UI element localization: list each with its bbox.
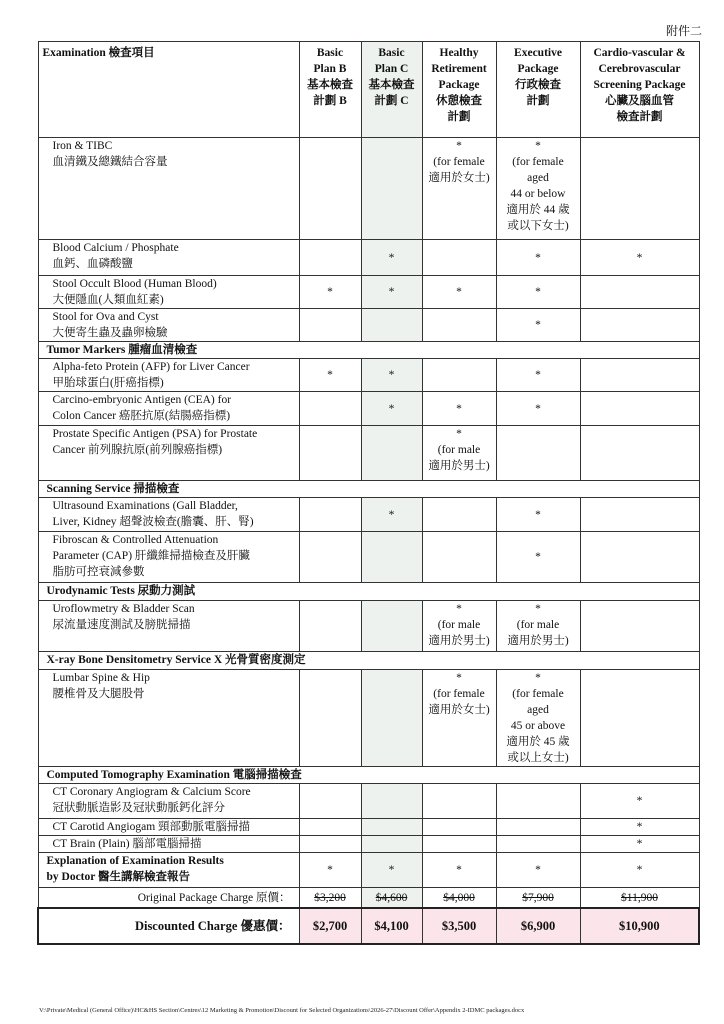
header-line: Cardio-vascular &	[593, 47, 686, 59]
exam-item-line: by Doctor 醫生講解檢查報告	[46, 871, 191, 883]
header-healthy	[422, 42, 496, 138]
exam-item-line: Liver, Kidney 超聲波檢查(膽囊、肝、腎)	[52, 516, 254, 528]
package-mark	[422, 392, 496, 426]
included-mark: *	[535, 402, 541, 415]
package-mark	[496, 240, 580, 276]
included-mark: *	[388, 402, 395, 415]
included-mark: *	[535, 140, 541, 152]
package-mark	[580, 392, 699, 426]
mark-note: 或以上女士)	[507, 752, 569, 764]
header-row	[38, 42, 699, 138]
original-price-cell	[422, 888, 496, 909]
package-mark	[422, 532, 496, 583]
header-line: 計劃	[526, 95, 550, 107]
included-mark: *	[388, 864, 395, 876]
header-line: Cerebrovascular	[598, 63, 681, 75]
exam-item	[38, 601, 299, 652]
package-mark	[496, 670, 580, 767]
exam-item	[38, 853, 299, 888]
table-row	[38, 138, 699, 240]
mark-note: (for female	[433, 156, 485, 168]
package-mark	[422, 601, 496, 652]
original-price: $11,900	[621, 891, 658, 904]
included-mark: *	[456, 603, 462, 615]
exam-item-line: CT Coronary Angiogram & Calcium Score	[52, 786, 251, 798]
header-line: 計劃 B	[313, 95, 347, 107]
exam-item	[38, 819, 299, 836]
original-price-cell	[496, 888, 580, 909]
package-mark	[422, 359, 496, 392]
package-mark	[299, 138, 361, 240]
included-mark: *	[535, 864, 541, 876]
included-mark: *	[636, 864, 643, 876]
included-mark: *	[456, 140, 462, 152]
exam-item-line: Ultrasound Examinations (Gall Bladder,	[52, 500, 238, 512]
included-mark: *	[456, 286, 462, 298]
section-row	[38, 767, 699, 784]
section-row	[38, 481, 699, 498]
package-mark	[299, 392, 361, 426]
header-line: 行政檢查	[515, 79, 561, 91]
original-price-cell	[299, 888, 361, 909]
package-mark	[580, 836, 699, 853]
header-line: Healthy	[439, 47, 479, 59]
mark-note: 適用於 44 歲	[506, 204, 570, 216]
section-label: Computed Tomography Examination 電腦掃描檢查	[38, 767, 699, 784]
table-row	[38, 359, 699, 392]
exam-item	[38, 670, 299, 767]
exam-item-line: Iron & TIBC	[52, 140, 113, 152]
mark-note: 適用於男士)	[507, 635, 569, 647]
exam-item	[38, 836, 299, 853]
package-mark	[299, 853, 361, 888]
exam-item-line: Fibroscan & Controlled Attenuation	[52, 534, 219, 546]
mark-note: 適用於男士)	[428, 460, 490, 472]
package-mark	[361, 426, 422, 481]
included-mark: *	[456, 864, 462, 876]
mark-note: (for male	[437, 444, 481, 456]
mark-note: 45 or above	[510, 720, 566, 732]
included-mark: *	[535, 672, 541, 684]
mark-note: (for female	[433, 688, 485, 700]
package-mark	[496, 359, 580, 392]
package-mark	[299, 240, 361, 276]
discounted-price: $2,700	[299, 908, 361, 944]
header-executive	[496, 42, 580, 138]
package-mark	[422, 836, 496, 853]
table-row	[38, 601, 699, 652]
exam-item	[38, 784, 299, 819]
included-mark: *	[456, 428, 462, 440]
included-mark: *	[636, 821, 643, 833]
exam-item-line: Colon Cancer 癌胚抗原(結腸癌指標)	[52, 410, 231, 422]
package-mark	[361, 276, 422, 309]
exam-item-line: Prostate Specific Antigen (PSA) for Prostate	[52, 428, 258, 440]
exam-item-line: Uroflowmetry & Bladder Scan	[52, 603, 195, 615]
package-mark	[422, 240, 496, 276]
discounted-price: $10,900	[580, 908, 699, 944]
package-mark	[580, 359, 699, 392]
exam-item-line: Stool for Ova and Cyst	[52, 311, 159, 323]
included-mark: *	[535, 319, 541, 331]
discounted-price: $4,100	[361, 908, 422, 944]
exam-item-line: 冠狀動脈造影及冠狀動脈鈣化評分	[52, 802, 225, 814]
package-mark	[580, 240, 699, 276]
header-line: 基本檢查	[368, 79, 415, 91]
header-line: 計劃 C	[374, 95, 409, 107]
header-line: 計劃	[447, 111, 471, 123]
header-cardio	[580, 42, 699, 138]
header-basic-b	[299, 42, 361, 138]
package-mark	[496, 836, 580, 853]
package-mark	[496, 276, 580, 309]
included-mark: *	[388, 508, 395, 521]
exam-item-line: 甲胎球蛋白(肝癌指標)	[52, 377, 164, 389]
table-row	[38, 309, 699, 342]
header-line: 檢查計劃	[616, 111, 663, 123]
exam-item	[38, 240, 299, 276]
table-row	[38, 498, 699, 532]
exam-item	[38, 498, 299, 532]
mark-note: (for male	[437, 619, 481, 631]
header-line: Basic	[316, 47, 344, 59]
package-mark	[422, 138, 496, 240]
package-mark	[422, 670, 496, 767]
package-mark	[361, 784, 422, 819]
package-mark	[422, 819, 496, 836]
exam-item-line: 腰椎骨及大腿股骨	[52, 688, 145, 700]
package-mark	[422, 309, 496, 342]
package-mark	[361, 601, 422, 652]
package-mark	[580, 276, 699, 309]
included-mark: *	[535, 551, 541, 563]
section-row	[38, 342, 699, 359]
table-row	[38, 426, 699, 481]
mark-note: 適用於女士)	[428, 704, 490, 716]
included-mark: *	[388, 251, 395, 264]
header-line: Package	[517, 63, 559, 75]
exam-item	[38, 532, 299, 583]
mark-note: (for female aged	[512, 156, 564, 184]
package-mark	[299, 359, 361, 392]
package-mark	[580, 498, 699, 532]
included-mark: *	[327, 286, 333, 298]
exam-item	[38, 359, 299, 392]
package-mark	[580, 670, 699, 767]
header-basic-c	[361, 42, 422, 138]
original-price-cell	[580, 888, 699, 909]
package-mark	[580, 853, 699, 888]
package-mark	[580, 138, 699, 240]
header-exam: Examination 檢查項目	[38, 42, 299, 138]
package-mark	[361, 670, 422, 767]
annex-label: 附件二	[665, 24, 702, 38]
header-line: Plan C	[374, 63, 409, 75]
included-mark: *	[535, 369, 541, 381]
mark-note: 適用於女士)	[428, 172, 490, 184]
included-mark: *	[456, 402, 462, 415]
package-mark	[496, 601, 580, 652]
section-row	[38, 583, 699, 601]
table-row	[38, 532, 699, 583]
section-label: X-ray Bone Densitometry Service X 光骨質密度測定	[38, 652, 699, 670]
package-mark	[361, 309, 422, 342]
exam-item-line: 尿流量速度測試及膀胱掃描	[52, 619, 191, 631]
exam-item	[38, 426, 299, 481]
table-body	[38, 138, 699, 945]
exam-item	[38, 309, 299, 342]
table-row	[38, 836, 699, 853]
package-mark	[580, 309, 699, 342]
exam-item-line: Stool Occult Blood (Human Blood)	[52, 278, 217, 290]
package-mark	[361, 836, 422, 853]
package-mark	[361, 138, 422, 240]
exam-item-line: 大便寄生蟲及蟲卵檢驗	[52, 327, 168, 339]
package-mark	[299, 276, 361, 309]
package-mark	[299, 601, 361, 652]
header-line: Basic	[378, 47, 405, 59]
header-line: Retirement	[431, 63, 487, 75]
original-price-cell	[361, 888, 422, 909]
exam-item-line: 血鈣、血磷酸鹽	[52, 258, 133, 270]
mark-note: 適用於 45 歲	[506, 736, 570, 748]
package-mark	[361, 392, 422, 426]
included-mark: *	[535, 286, 541, 298]
exam-item-line: Alpha-feto Protein (AFP) for Liver Cancer	[52, 361, 250, 373]
table-row	[38, 853, 699, 888]
package-mark	[496, 819, 580, 836]
package-mark	[580, 819, 699, 836]
exam-item	[38, 392, 299, 426]
package-mark	[299, 309, 361, 342]
mark-note: (for male	[516, 619, 560, 631]
package-mark	[422, 498, 496, 532]
included-mark: *	[636, 838, 643, 850]
table-row	[38, 276, 699, 309]
mark-note: 或以下女士)	[507, 220, 569, 232]
exam-item-line: 血清鐵及總鐵結合容量	[52, 156, 168, 168]
package-mark	[299, 784, 361, 819]
included-mark: *	[636, 251, 643, 264]
included-mark: *	[535, 508, 541, 521]
exam-item-line: Lumbar Spine & Hip	[52, 672, 150, 684]
header-line: Executive	[514, 47, 562, 59]
package-mark	[422, 784, 496, 819]
included-mark: *	[535, 603, 541, 615]
mark-note: 適用於男士)	[428, 635, 490, 647]
package-mark	[361, 240, 422, 276]
exam-item	[38, 138, 299, 240]
package-mark	[422, 276, 496, 309]
original-price-label: Original Package Charge 原價：	[38, 888, 299, 909]
section-label: Urodynamic Tests 尿動力測試	[38, 583, 699, 601]
exam-item-line: CT Brain (Plain) 腦部電腦掃描	[52, 838, 202, 850]
table-row	[38, 784, 699, 819]
package-mark	[496, 426, 580, 481]
included-mark: *	[388, 369, 395, 381]
section-label: Scanning Service 掃描檢查	[38, 481, 699, 498]
package-mark	[361, 853, 422, 888]
included-mark: *	[636, 795, 643, 807]
header-line: Package	[438, 79, 480, 91]
header-line: Screening Package	[593, 79, 686, 91]
package-mark	[361, 819, 422, 836]
package-mark	[422, 853, 496, 888]
header-line: Plan B	[313, 63, 347, 75]
package-mark	[496, 392, 580, 426]
included-mark: *	[327, 864, 333, 876]
included-mark: *	[388, 286, 395, 298]
package-mark	[361, 532, 422, 583]
package-mark	[496, 498, 580, 532]
mark-note: 44 or below	[510, 188, 566, 200]
exam-item-line: 脂肪可控衰減參數	[52, 566, 145, 578]
section-row	[38, 652, 699, 670]
package-mark	[496, 309, 580, 342]
header-line: 基本檢查	[307, 79, 353, 91]
exam-item-line: Explanation of Examination Results	[46, 855, 224, 867]
section-label: Tumor Markers 腫瘤血清檢查	[38, 342, 699, 359]
package-mark	[496, 532, 580, 583]
original-price: $4,600	[375, 891, 408, 904]
package-mark	[361, 498, 422, 532]
table-row	[38, 392, 699, 426]
package-mark	[496, 784, 580, 819]
package-mark	[299, 532, 361, 583]
mark-note: (for female aged	[512, 688, 564, 716]
included-mark: *	[535, 251, 541, 264]
table-row	[38, 240, 699, 276]
package-mark	[299, 670, 361, 767]
package-mark	[580, 426, 699, 481]
included-mark: *	[327, 369, 333, 381]
package-mark	[580, 784, 699, 819]
exam-item-line: Parameter (CAP) 肝纖維掃描檢查及肝臟	[52, 550, 250, 562]
package-mark	[299, 426, 361, 481]
package-mark	[496, 138, 580, 240]
exam-item-line: 大便隱血(人類血紅素)	[52, 294, 164, 306]
exam-item-line: Blood Calcium / Phosphate	[52, 242, 179, 254]
header-line: 休憩檢查	[436, 95, 482, 107]
exam-item-line: Carcino-embryonic Antigen (CEA) for	[52, 394, 232, 406]
original-price: $7,900	[522, 891, 554, 904]
package-table	[37, 41, 700, 945]
package-mark	[580, 601, 699, 652]
file-path-footer: V:\Private\Medical (General Office)\HC&HS Section\Centres\12 Marketing & Promotion\Discount for Selected Organizations\2026-27\Discount Offer\Appendix 2-IDMC packages.docx	[39, 1007, 525, 1014]
discounted-price-label: Discounted Charge 優惠價：	[38, 908, 299, 944]
package-mark	[299, 498, 361, 532]
package-mark	[422, 426, 496, 481]
discounted-price: $3,500	[422, 908, 496, 944]
package-mark	[580, 532, 699, 583]
exam-item-line: Cancer 前列腺抗原(前列腺癌指標)	[52, 444, 223, 456]
original-price: $3,200	[314, 891, 346, 904]
table-row	[38, 670, 699, 767]
package-mark	[299, 819, 361, 836]
included-mark: *	[456, 672, 462, 684]
exam-item-line: CT Carotid Angiogam 頸部動脈電腦掃描	[52, 821, 251, 833]
exam-item	[38, 276, 299, 309]
original-price: $4,000	[443, 891, 475, 904]
original-price-row	[38, 888, 699, 909]
header-line: 心臟及腦血管	[605, 95, 674, 107]
discounted-price-row	[38, 908, 699, 944]
package-mark	[299, 836, 361, 853]
table-row	[38, 819, 699, 836]
package-mark	[361, 359, 422, 392]
package-mark	[496, 853, 580, 888]
discounted-price: $6,900	[496, 908, 580, 944]
